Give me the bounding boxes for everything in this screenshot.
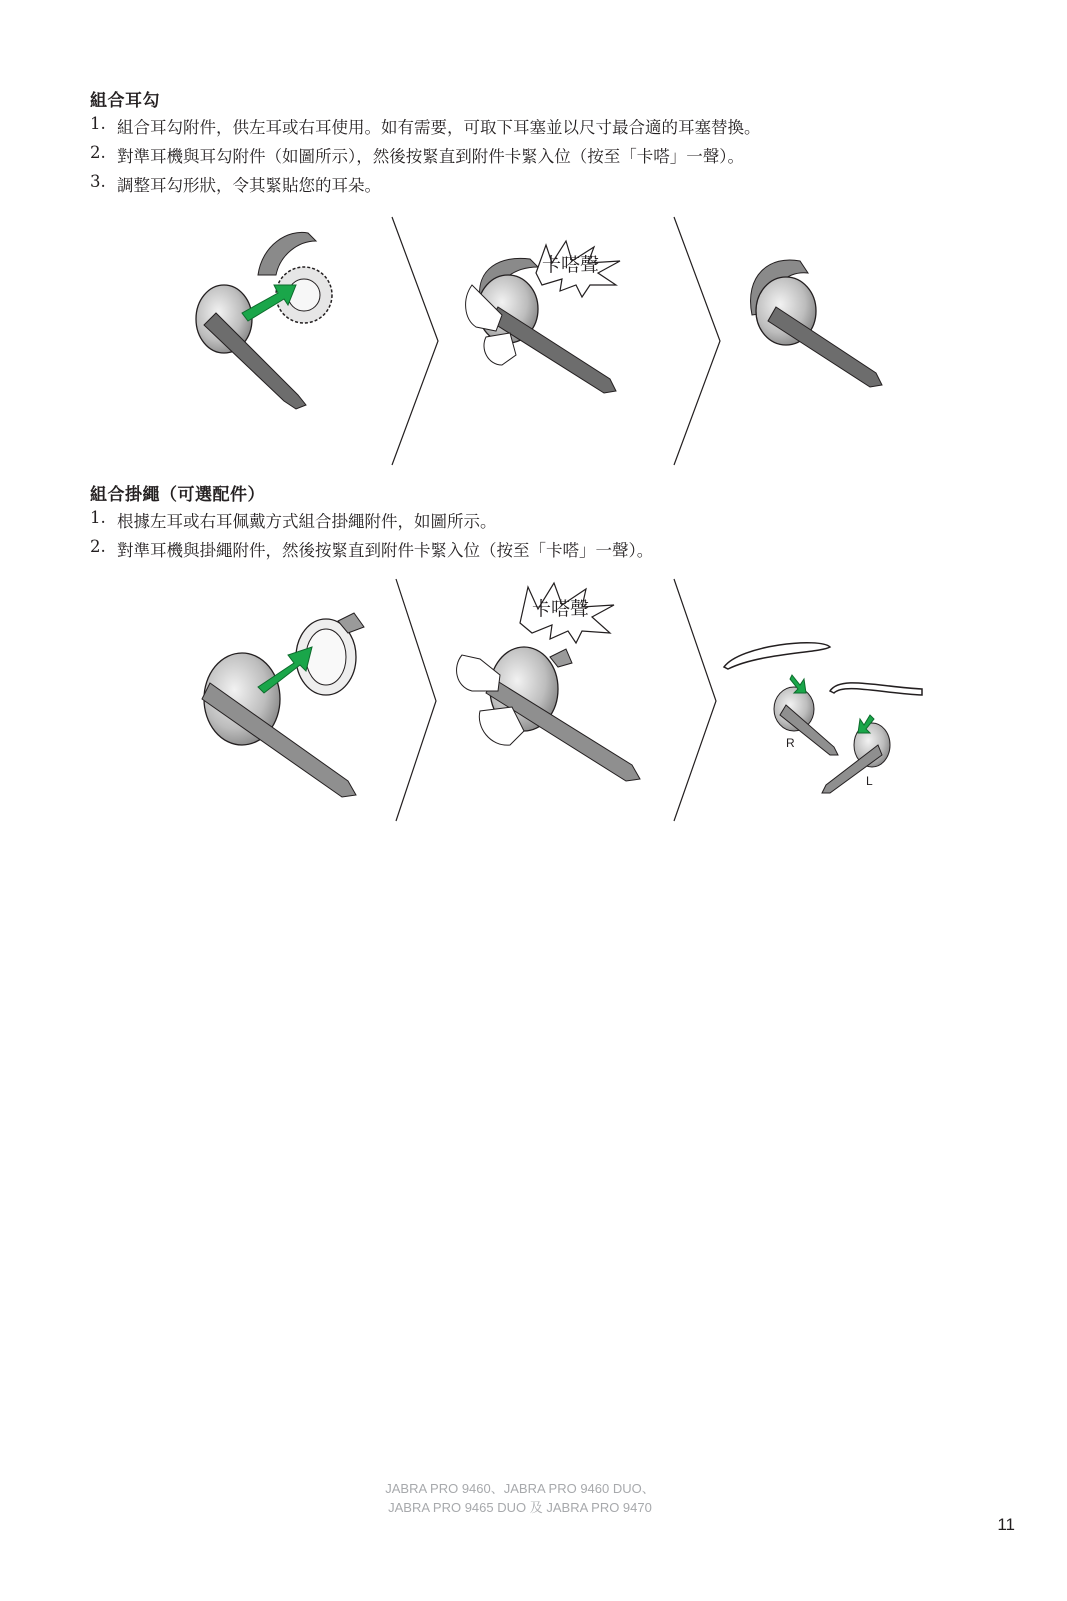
- headset-neckband-align-image: [202, 613, 364, 797]
- click-sound-label: 卡嗒聲: [542, 254, 600, 276]
- list-item: 2. 對準耳機與掛繩附件，然後按緊直到附件卡緊入位（按至「卡嗒」一聲）。: [90, 537, 654, 560]
- neckband-steps: [90, 508, 653, 566]
- left-ear-label: L: [866, 774, 873, 788]
- page-number: 11: [997, 1515, 1015, 1534]
- step-divider: [396, 579, 436, 821]
- headset-neckband-press-image: [457, 647, 640, 781]
- list-item: 2. 對準耳機與耳勾附件（如圖所示），然後按緊直到附件卡緊入位（按至「卡嗒」一聲）。: [90, 143, 744, 166]
- neckband-illustration: [180, 575, 940, 825]
- step-divider: [674, 579, 716, 821]
- footer-line-1: JABRA PRO 9460、JABRA PRO 9460 DUO、: [385, 1481, 655, 1496]
- headset-earhook-align-image: [196, 232, 332, 409]
- earhook-illustration: [180, 215, 940, 467]
- footer-product-names: [0, 1479, 1040, 1517]
- right-ear-label: R: [786, 736, 795, 750]
- list-item: 1. 根據左耳或右耳佩戴方式組合掛繩附件，如圖所示。: [90, 508, 497, 531]
- list-item: 3. 調整耳勾形狀，令其緊貼您的耳朵。: [90, 172, 381, 195]
- step-divider: [392, 217, 438, 465]
- footer-line-2: JABRA PRO 9465 DUO 及 JABRA PRO 9470: [388, 1500, 652, 1515]
- step-divider: [674, 217, 720, 465]
- list-item: 1. 組合耳勾附件，供左耳或右耳使用。如有需要，可取下耳塞並以尺寸最合適的耳塞替換。: [90, 114, 761, 137]
- section-title-earhook: 組合耳勾: [90, 91, 160, 111]
- section-title-neckband: 組合掛繩（可選配件）: [90, 485, 265, 505]
- earhook-steps: [90, 114, 761, 201]
- neckband-right-image: [724, 643, 838, 755]
- click-sound-label: 卡嗒聲: [532, 598, 590, 620]
- headset-earhook-assembled-image: [751, 260, 882, 387]
